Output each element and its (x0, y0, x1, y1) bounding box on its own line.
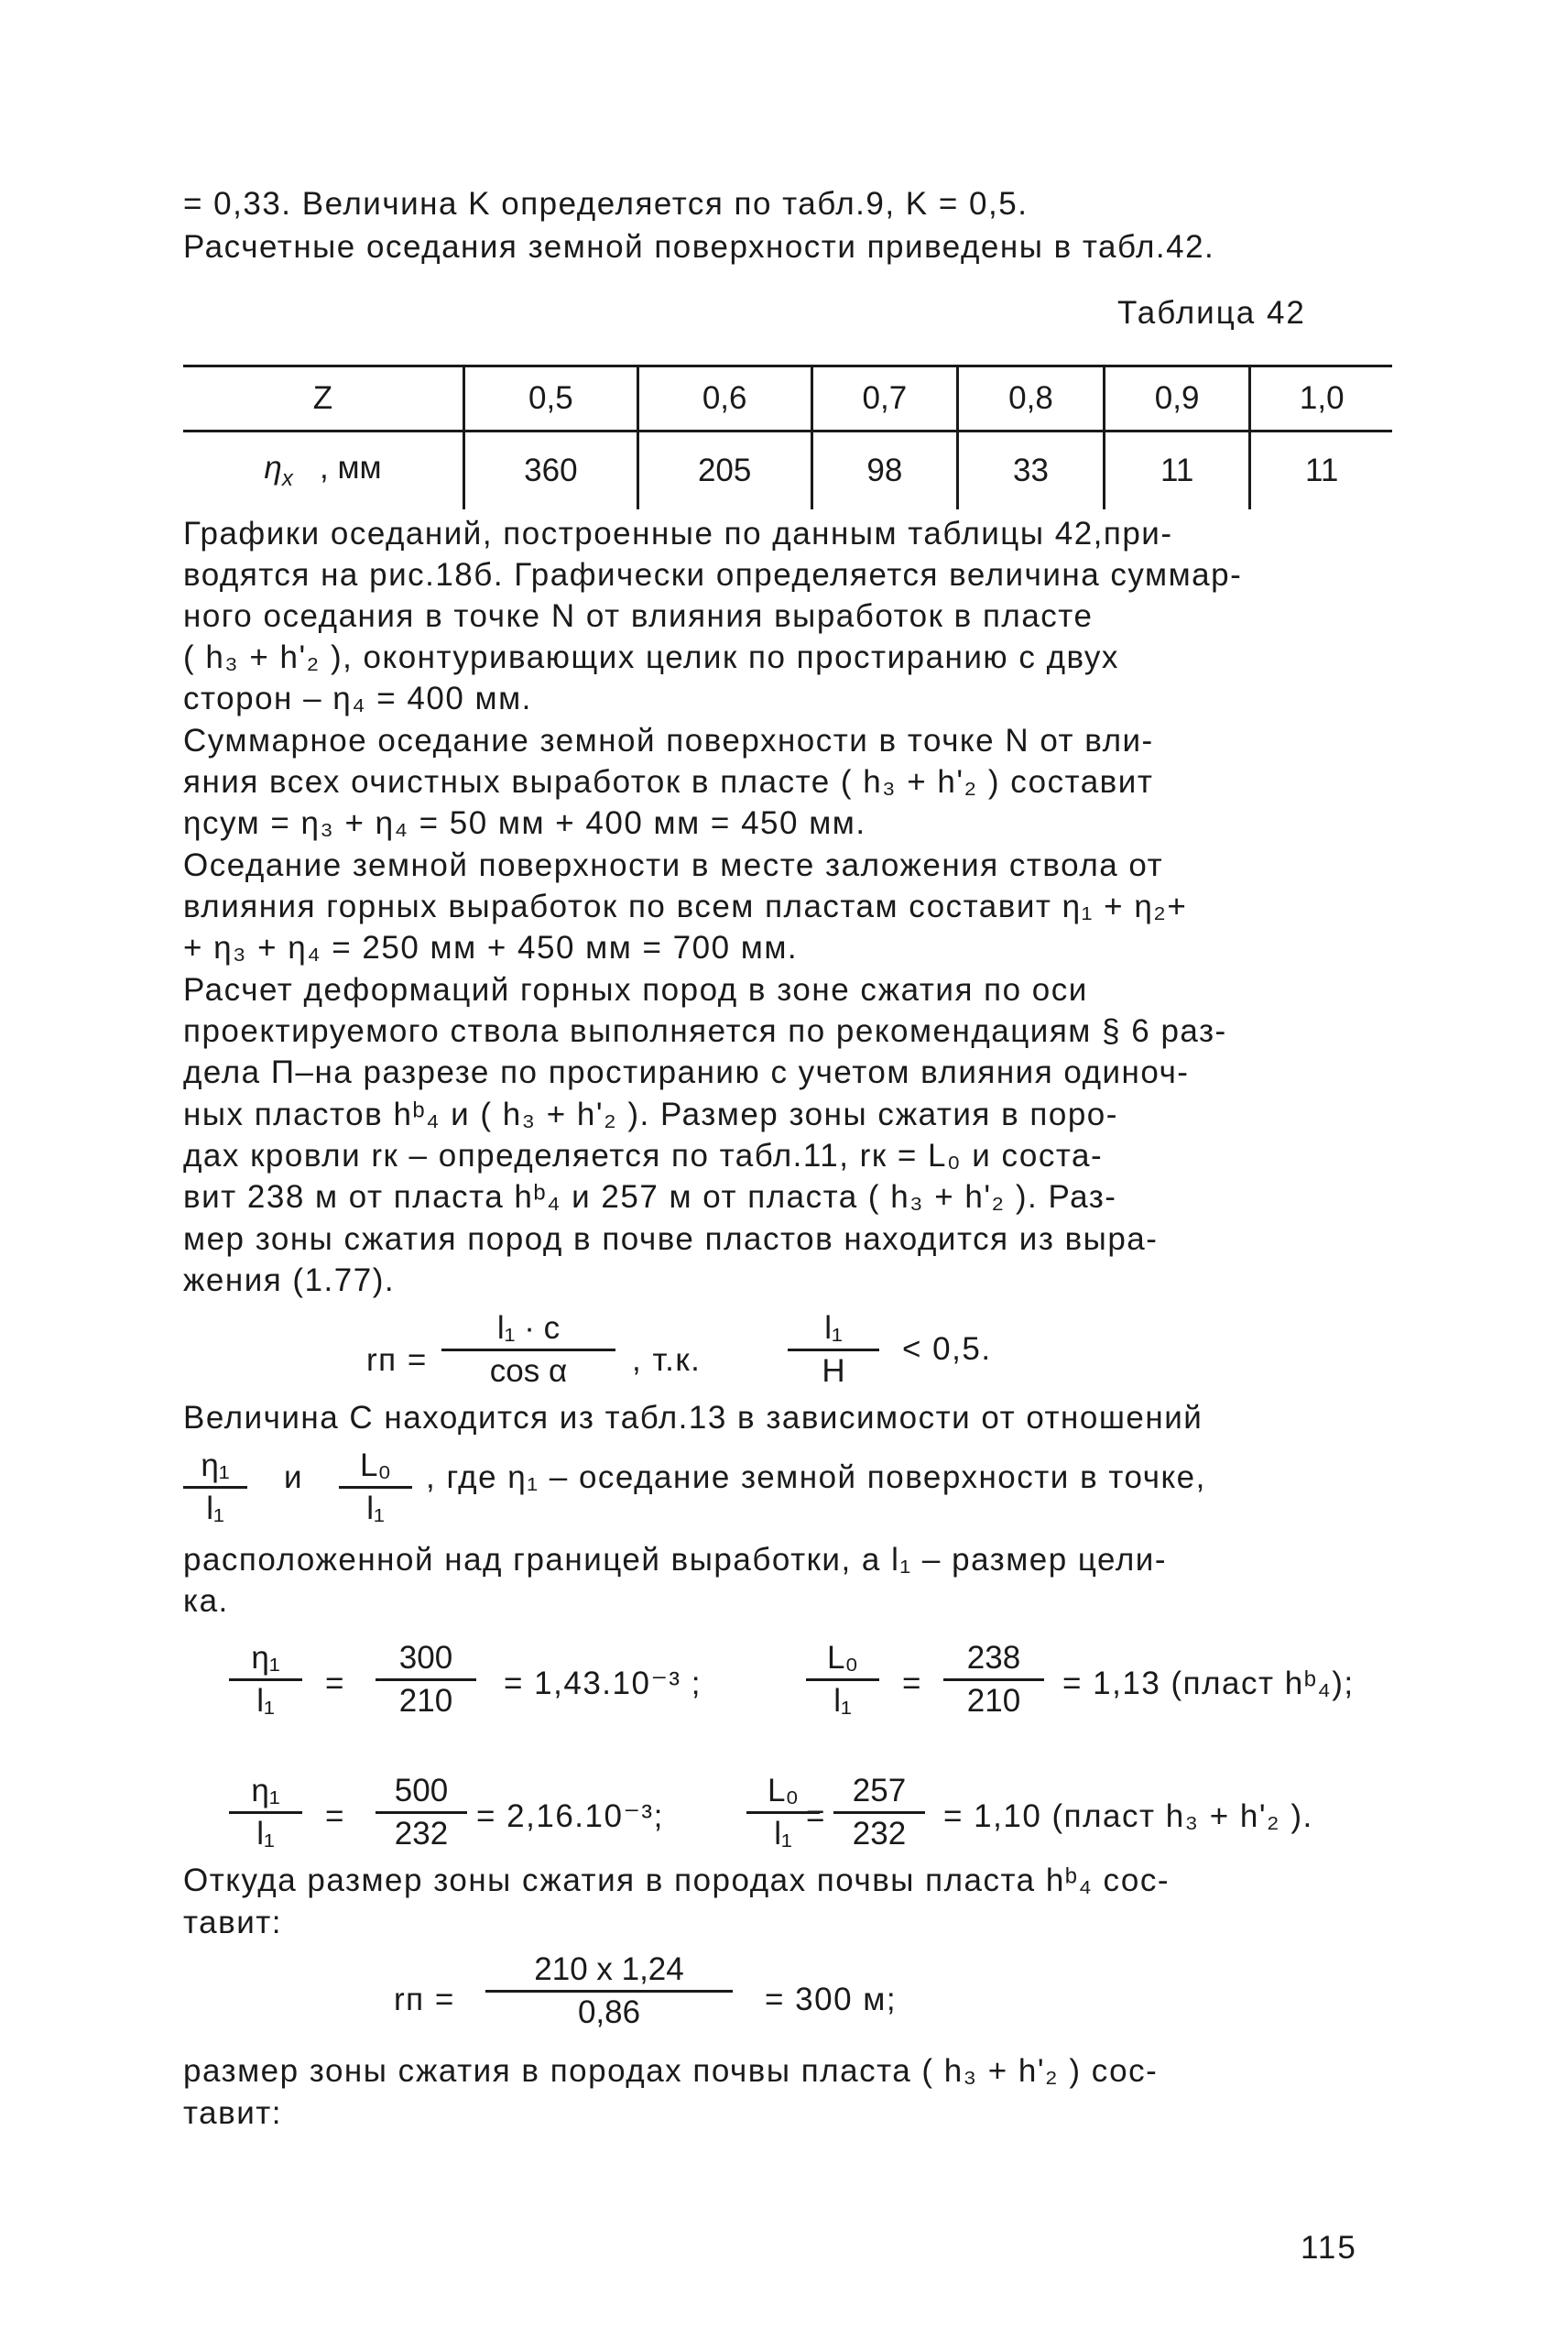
paragraph-line: ных пластов hᵇ₄ и ( h₃ + h'₂ ). Размер зоны сжатия в поро- (183, 1097, 1118, 1132)
calc-result: = 1,43.10⁻³ ; (504, 1666, 702, 1701)
table-row-label (183, 432, 464, 510)
fraction-denominator: 232 (852, 1816, 907, 1852)
ratio-tail-text: , где η₁ – оседание земной поверхности в точке, (426, 1459, 1206, 1495)
table-header-cell: 0,6 (637, 366, 811, 432)
formula-fraction (485, 1951, 733, 2031)
eta-subscript: x (281, 466, 293, 491)
calc-fraction (833, 1773, 925, 1852)
paragraph-line: тавит: (183, 2095, 283, 2131)
fraction-numerator: η₁ (201, 1448, 230, 1483)
paragraph-line: сторон – η₄ = 400 мм. (183, 681, 532, 716)
fraction-numerator: L₀ (360, 1448, 391, 1483)
paragraph-line: мер зоны сжатия пород в почве пластов находится из выра- (183, 1221, 1159, 1257)
fraction-bar (833, 1811, 925, 1814)
paragraph-line: расположенной над границей выработки, а l₁ – размер цели- (183, 1542, 1167, 1578)
fraction-numerator: l₁ (824, 1310, 843, 1346)
paragraph-line: вит 238 м от пласта hᵇ₄ и 257 м от пласта ( h₃ + h'₂ ). Раз- (183, 1179, 1117, 1215)
fraction-denominator: l₁ (206, 1491, 224, 1526)
formula-fraction (441, 1310, 615, 1390)
table-cell: 98 (811, 432, 958, 510)
paragraph-line: проектируемого ствола выполняется по рекомендациям § 6 раз- (183, 1013, 1227, 1049)
fraction-denominator: l₁ (256, 1683, 275, 1719)
fraction-bar (229, 1811, 302, 1814)
calc-fraction (229, 1640, 302, 1720)
paragraph-line: Расчет деформаций горных пород в зоне сжатия по оси (183, 972, 1088, 1008)
calc-fraction (376, 1640, 476, 1720)
formula-lhs: rп = (366, 1342, 428, 1378)
table-cell: 11 (1250, 432, 1392, 510)
fraction-denominator: 0,86 (577, 1994, 641, 2030)
paragraph-line: влияния горных выработок по всем пластам составит η₁ + η₂+ (183, 889, 1188, 924)
paragraph-line: дах кровли rк – определяется по табл.11, rк = L₀ и соста- (183, 1138, 1104, 1174)
table-header-cell: 0,5 (464, 366, 638, 432)
fraction-denominator: H (822, 1353, 845, 1389)
paragraph-line: водятся на рис.18б. Графически определяется величина суммар- (183, 557, 1243, 593)
text-line-2: Расчетные оседания земной поверхности приведены в табл.42. (183, 229, 1215, 265)
calc-result: = 1,13 (пласт hᵇ₄); (1062, 1666, 1355, 1701)
fraction-bar (229, 1678, 302, 1681)
fraction-numerator: 238 (966, 1640, 1021, 1676)
formula-lhs: rп = (394, 1982, 455, 2017)
fraction-denominator: 210 (966, 1683, 1021, 1719)
fraction-bar (339, 1486, 412, 1489)
fraction-numerator: 500 (394, 1773, 449, 1808)
paragraph-line: дела П–на разрезе по простиранию с учетом влияния одиноч- (183, 1054, 1190, 1090)
page-number: 115 (1301, 2230, 1357, 2266)
paragraph-line: ( h₃ + h'₂ ), оконтуривающих целик по простиранию с двух (183, 639, 1119, 675)
fraction-bar (788, 1349, 879, 1351)
paragraph-line: ка. (183, 1583, 229, 1619)
fraction-denominator: 232 (394, 1816, 449, 1852)
fraction-numerator: L₀ (827, 1640, 858, 1676)
table-cell: 11 (1104, 432, 1250, 510)
table-header-cell: 1,0 (1250, 366, 1392, 432)
fraction-numerator: L₀ (768, 1773, 799, 1808)
fraction-numerator: 210 x 1,24 (534, 1951, 684, 1987)
fraction-bar (376, 1678, 476, 1681)
fraction-denominator: cos α (489, 1353, 568, 1389)
row-unit: , мм (320, 450, 382, 486)
calc-fraction (806, 1640, 879, 1720)
calc-fraction (376, 1773, 467, 1852)
paragraph-line: ного оседания в точке N от влияния выработок в пласте (183, 598, 1094, 634)
and-word: и (284, 1459, 304, 1495)
paragraph-line: жения (1.77). (183, 1262, 396, 1298)
fraction-bar (441, 1349, 615, 1351)
equals-sign: = (325, 1798, 345, 1834)
table-header-cell: 0,7 (811, 366, 958, 432)
table-header-label: Z (183, 366, 464, 432)
formula-rhs: = 300 м; (765, 1982, 898, 2017)
fraction-denominator: l₁ (366, 1491, 385, 1526)
fraction-bar (376, 1811, 467, 1814)
paragraph-line: яния всех очистных выработок в пласте ( h₃ + h'₂ ) составит (183, 764, 1154, 800)
paragraph-line: + η₃ + η₄ = 250 мм + 450 мм = 700 мм. (183, 930, 799, 966)
paragraph-line: Откуда размер зоны сжатия в породах почвы пласта hᵇ₄ сос- (183, 1863, 1171, 1898)
calc-result: = 2,16.10⁻³; (476, 1798, 664, 1834)
fraction-denominator: l₁ (833, 1683, 852, 1719)
fraction-bar (485, 1990, 733, 1993)
fraction-denominator: 210 (398, 1683, 453, 1719)
fraction-denominator: l₁ (774, 1816, 792, 1852)
paragraph-line: размер зоны сжатия в породах почвы пласта ( h₃ + h'₂ ) сос- (183, 2053, 1159, 2089)
table-header-row (183, 366, 1392, 432)
fraction-bar (183, 1486, 247, 1489)
fraction-denominator: l₁ (256, 1816, 275, 1852)
fraction-numerator: η₁ (251, 1773, 280, 1808)
ratio-fraction (183, 1448, 247, 1527)
calc-fraction (229, 1773, 302, 1852)
fraction-numerator: 257 (852, 1773, 907, 1808)
paragraph-line: Оседание земной поверхности в месте заложения ствола от (183, 847, 1164, 883)
table-header-cell: 0,8 (958, 366, 1105, 432)
paragraph-line: тавит: (183, 1905, 283, 1940)
fraction-bar (943, 1678, 1044, 1681)
fraction-numerator: 300 (398, 1640, 453, 1676)
calc-fraction (943, 1640, 1044, 1720)
table-cell: 205 (637, 432, 811, 510)
calc-result: = 1,10 (пласт h₃ + h'₂ ). (943, 1798, 1313, 1834)
table-header-cell: 0,9 (1104, 366, 1250, 432)
table-42 (183, 365, 1392, 509)
fraction-numerator: l₁ · c (496, 1310, 561, 1346)
equals-sign: = (325, 1666, 345, 1701)
fraction-bar (806, 1678, 879, 1681)
text-line-1: = 0,33. Величина K определяется по табл.9, K = 0,5. (183, 186, 1029, 222)
table-cell: 33 (958, 432, 1105, 510)
fraction-numerator: η₁ (251, 1640, 280, 1676)
ratio-fraction (339, 1448, 412, 1527)
eta-symbol: η (264, 450, 282, 486)
equals-sign: = (806, 1798, 826, 1834)
equals-sign: = (902, 1666, 922, 1701)
paragraph-line: Величина С находится из табл.13 в зависимости от отношений (183, 1400, 1203, 1436)
paragraph-line: Суммарное оседание земной поверхности в точке N от вли- (183, 723, 1154, 759)
paragraph-line: ηсум = η₃ + η₄ = 50 мм + 400 мм = 450 мм. (183, 805, 866, 841)
table-caption: Таблица 42 (1117, 295, 1306, 331)
table-cell: 360 (464, 432, 638, 510)
table-value-row (183, 432, 1392, 510)
condition-fraction (788, 1310, 879, 1390)
paragraph-line: Графики оседаний, построенные по данным таблицы 42,при- (183, 516, 1173, 552)
formula-condition-rhs: < 0,5. (902, 1331, 992, 1367)
formula-condition-text: , т.к. (632, 1342, 702, 1378)
